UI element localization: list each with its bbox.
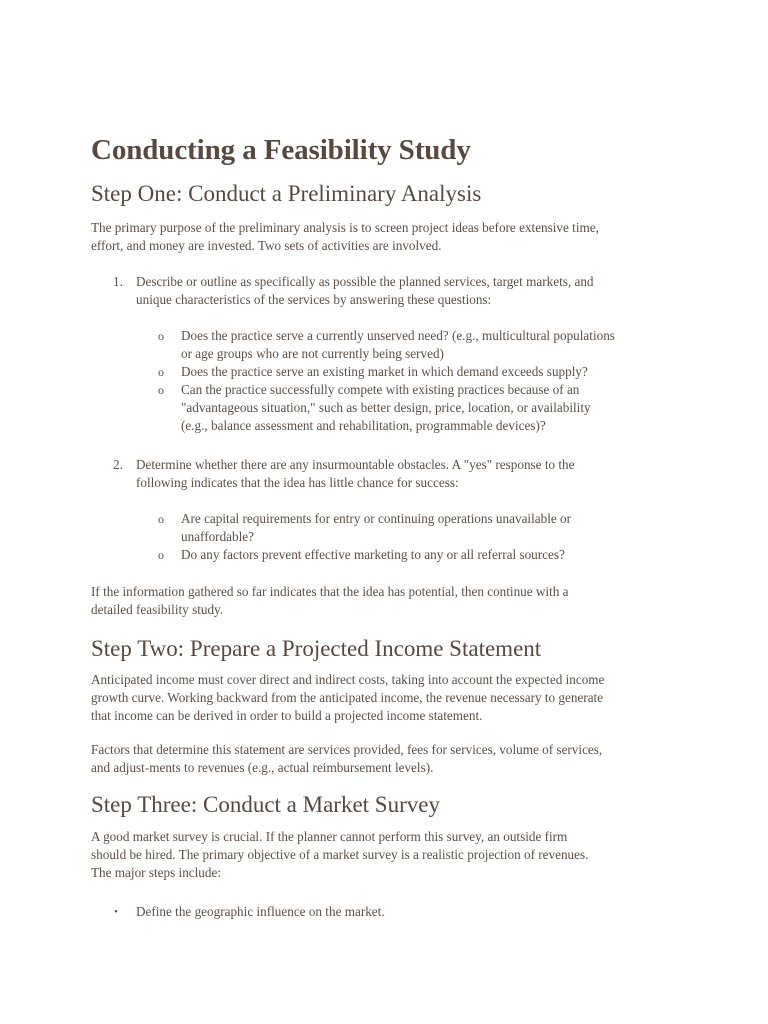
text-line: The major steps include: <box>91 865 222 880</box>
list-item-1-text <box>136 273 696 309</box>
step-two-heading: Step Two: Prepare a Projected Income Statement <box>91 636 542 661</box>
text-line: If the information gathered so far indicates that the idea has potential, then continue with a <box>91 584 569 599</box>
step-three-paragraph-1 <box>91 828 691 882</box>
sub-item <box>181 363 701 381</box>
step-one-heading: Step One: Conduct a Preliminary Analysis <box>91 181 482 206</box>
text-line: Can the practice successfully compete with existing practices because of an <box>181 382 580 397</box>
text-line: effort, and money are invested. Two sets of activities are involved. <box>91 238 442 253</box>
step-one-outro <box>91 583 691 619</box>
document-title: Conducting a Feasibility Study <box>91 134 471 166</box>
text-line: growth curve. Working backward from the anticipated income, the revenue necessary to generate <box>91 690 604 705</box>
text-line: and adjust-ments to revenues (e.g., actual reimbursement levels). <box>91 760 434 775</box>
sub-item <box>181 381 701 435</box>
text-line: that income can be derived in order to build a projected income statement. <box>91 708 483 723</box>
text-line: Define the geographic influence on the market. <box>136 904 385 919</box>
list-number-2: 2. <box>113 457 123 472</box>
sub-item <box>181 510 701 546</box>
text-line: unique characteristics of the services by answering these questions: <box>136 292 492 307</box>
text-line: Are capital requirements for entry or continuing operations unavailable or <box>181 511 571 526</box>
bullet-marker: • <box>114 906 118 918</box>
step-two-paragraph-1 <box>91 671 691 725</box>
text-line: Does the practice serve an existing market in which demand exceeds supply? <box>181 364 588 379</box>
text-line: detailed feasibility study. <box>91 602 224 617</box>
list-number-1: 1. <box>113 274 123 289</box>
step-one-intro <box>91 219 691 255</box>
text-line: "advantageous situation," such as better design, price, location, or availability <box>181 400 591 415</box>
text-line: Describe or outline as specifically as possible the planned services, target markets, and <box>136 274 594 289</box>
list-item <box>136 903 696 921</box>
text-line: unaffordable? <box>181 529 254 544</box>
text-line: Do any factors prevent effective marketing to any or all referral sources? <box>181 547 565 562</box>
sub-bullet-marker: o <box>158 365 164 379</box>
text-line: Factors that determine this statement are services provided, fees for services, volume of services, <box>91 742 603 757</box>
text-line: Anticipated income must cover direct and indirect costs, taking into account the expected income <box>91 672 605 687</box>
text-line: The primary purpose of the preliminary analysis is to screen project ideas before extensive time, <box>91 220 599 235</box>
sub-bullet-marker: o <box>158 383 164 397</box>
text-line: should be hired. The primary objective of a market survey is a realistic projection of revenues. <box>91 847 589 862</box>
text-line: following indicates that the idea has little chance for success: <box>136 475 459 490</box>
text-line: A good market survey is crucial. If the planner cannot perform this survey, an outside firm <box>91 829 568 844</box>
sub-item <box>181 546 701 564</box>
text-line: Determine whether there are any insurmountable obstacles. A "yes" response to the <box>136 457 575 472</box>
step-three-heading: Step Three: Conduct a Market Survey <box>91 792 440 817</box>
sub-item <box>181 327 701 363</box>
sub-bullet-marker: o <box>158 329 164 343</box>
text-line: (e.g., balance assessment and rehabilitation, programmable devices)? <box>181 418 546 433</box>
text-line: Does the practice serve a currently unserved need? (e.g., multicultural populations <box>181 328 615 343</box>
sub-bullet-marker: o <box>158 548 164 562</box>
text-line: or age groups who are not currently being served) <box>181 346 444 361</box>
list-item-2-text <box>136 456 696 492</box>
sub-bullet-marker: o <box>158 512 164 526</box>
step-two-paragraph-2 <box>91 741 691 777</box>
